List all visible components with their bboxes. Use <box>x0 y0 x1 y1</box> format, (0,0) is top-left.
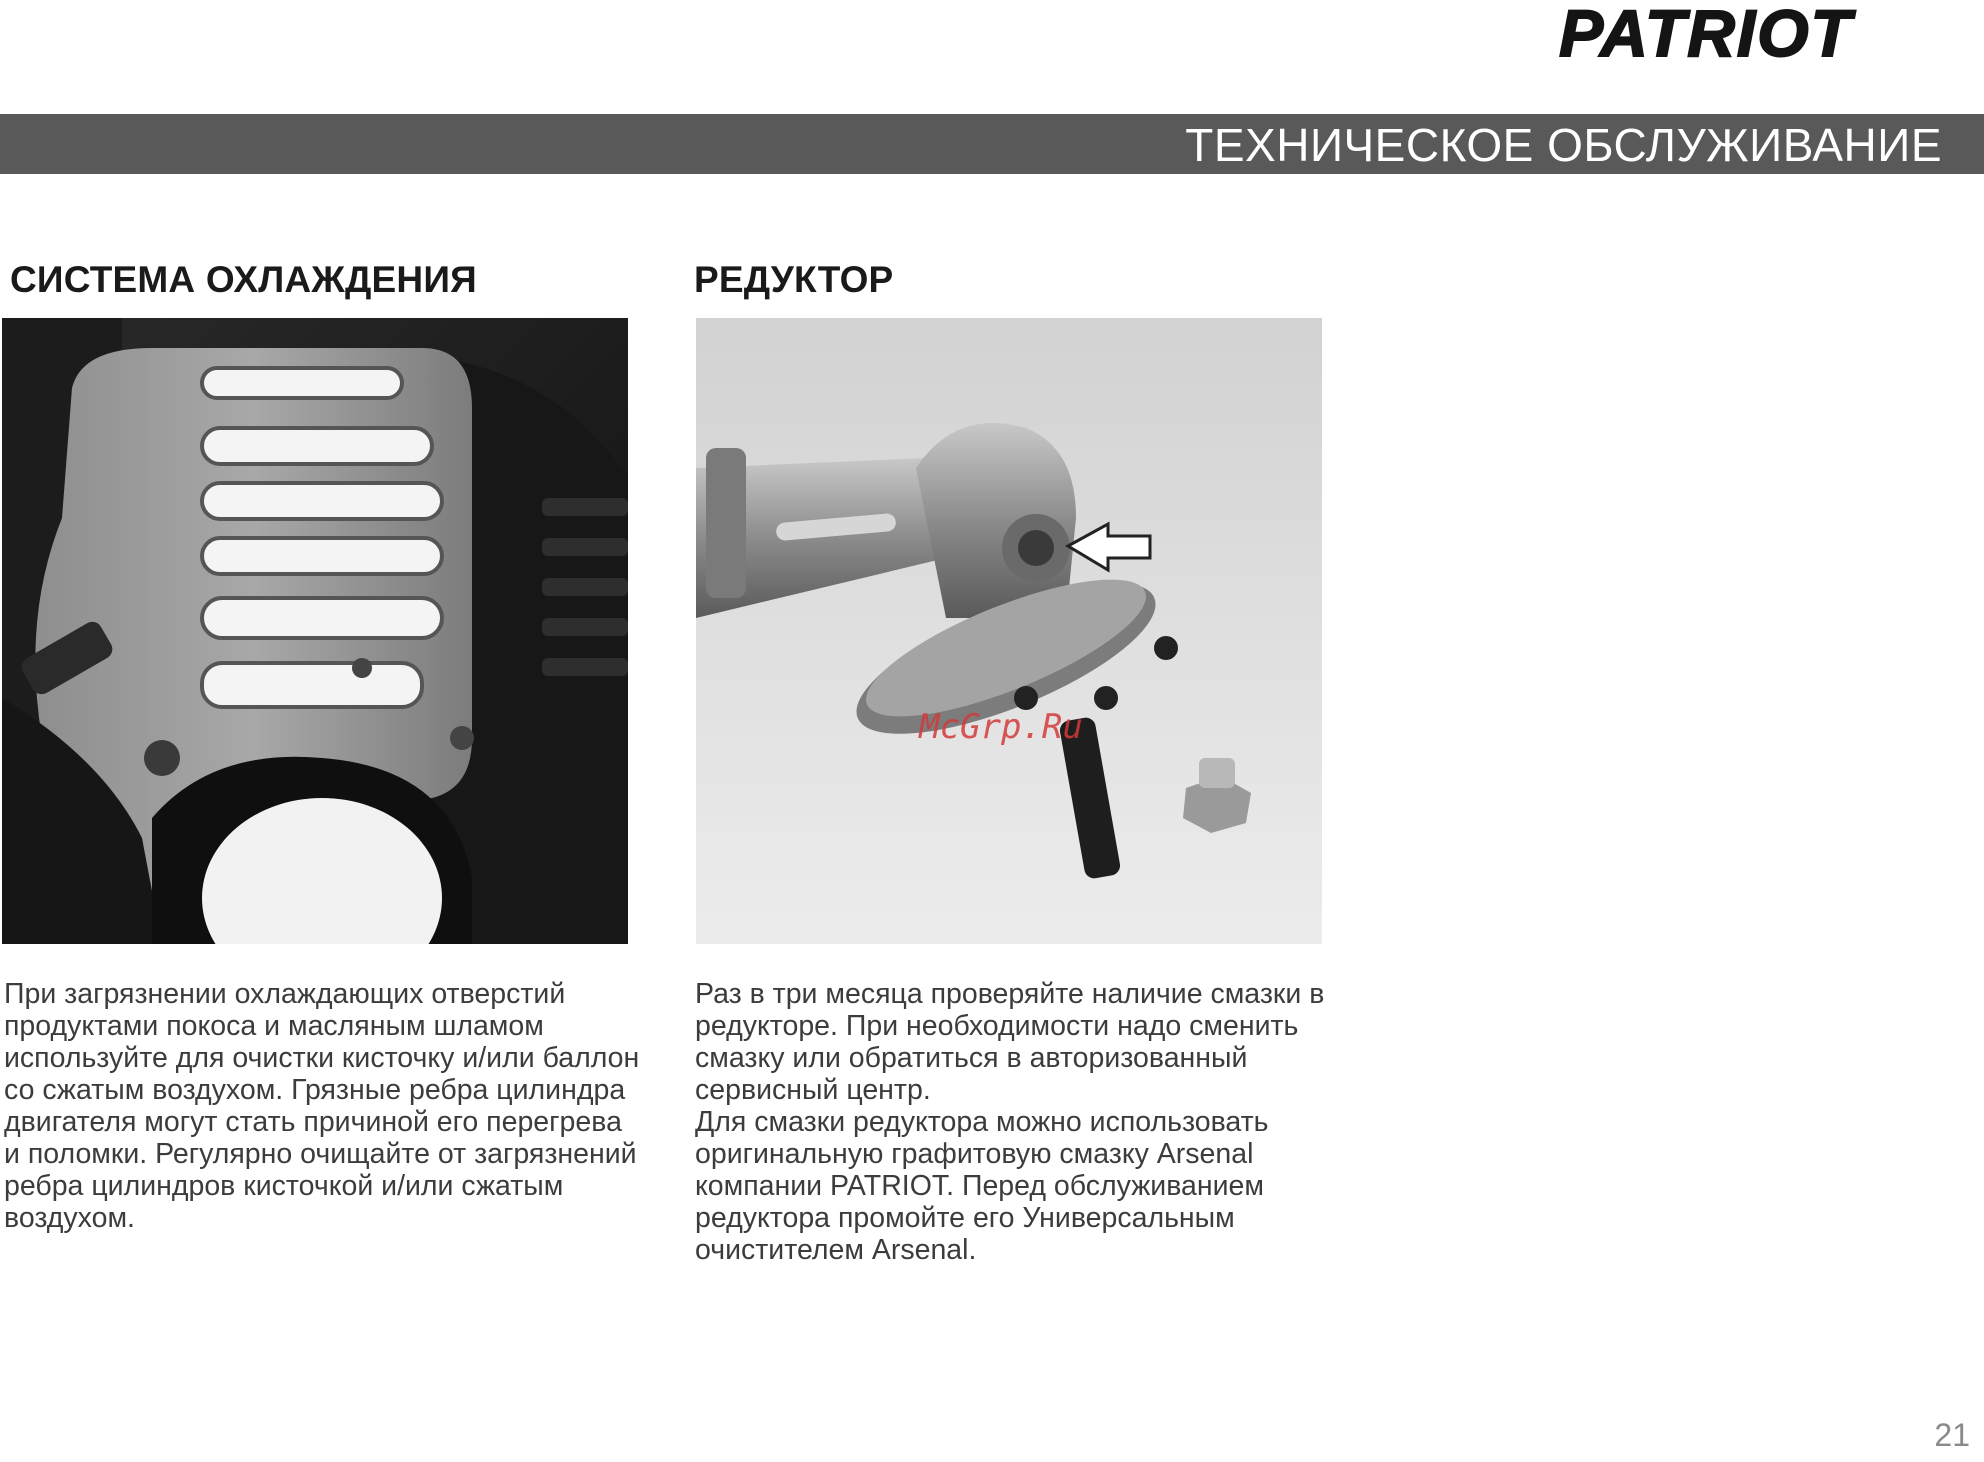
watermark-text: McGrp.Ru <box>919 707 1083 747</box>
section-header-bar <box>0 114 1984 174</box>
gearbox-paragraph-1: Раз в три месяца проверяйте наличие смазки в редукторе. При необходимости надо сменить смазку или обратиться в авторизованный сервисный центр. <box>695 978 1325 1106</box>
section-title: ТЕХНИЧЕСКОЕ ОБСЛУЖИВАНИЕ <box>1185 119 1942 171</box>
gearbox-photo <box>696 318 1322 944</box>
cooling-system-text <box>4 978 644 1234</box>
page-number: 21 <box>1934 1417 1970 1453</box>
gearbox-heading: РЕДУКТОР <box>694 259 894 300</box>
gearbox-text <box>695 978 1335 1266</box>
brand-logo-text: PATRIOT <box>1559 2 1853 66</box>
cooling-system-heading: СИСТЕМА ОХЛАЖДЕНИЯ <box>10 259 477 300</box>
gearbox-paragraph-2: Для смазки редуктора можно использовать оригинальную графитовую смазку Arsenal компании PATRIOT. Перед обслуживанием редуктора промойте его Универсальным очистителем Arsenal. <box>695 1106 1269 1266</box>
patriot-logo <box>1500 2 1912 66</box>
cooling-system-paragraph: При загрязнении охлаждающих отверстий продуктами покоса и масляным шламом используйте для очистки кисточку и/или баллон со сжатым воздухом. Грязные ребра цилиндра двигателя могут стать причиной его перегрева и поломки. Регулярно очищайте от загрязнений ребра цилиндров кисточкой и/или сжатым воздухом. <box>4 978 640 1234</box>
engine-cooling-cover-photo <box>2 318 628 944</box>
